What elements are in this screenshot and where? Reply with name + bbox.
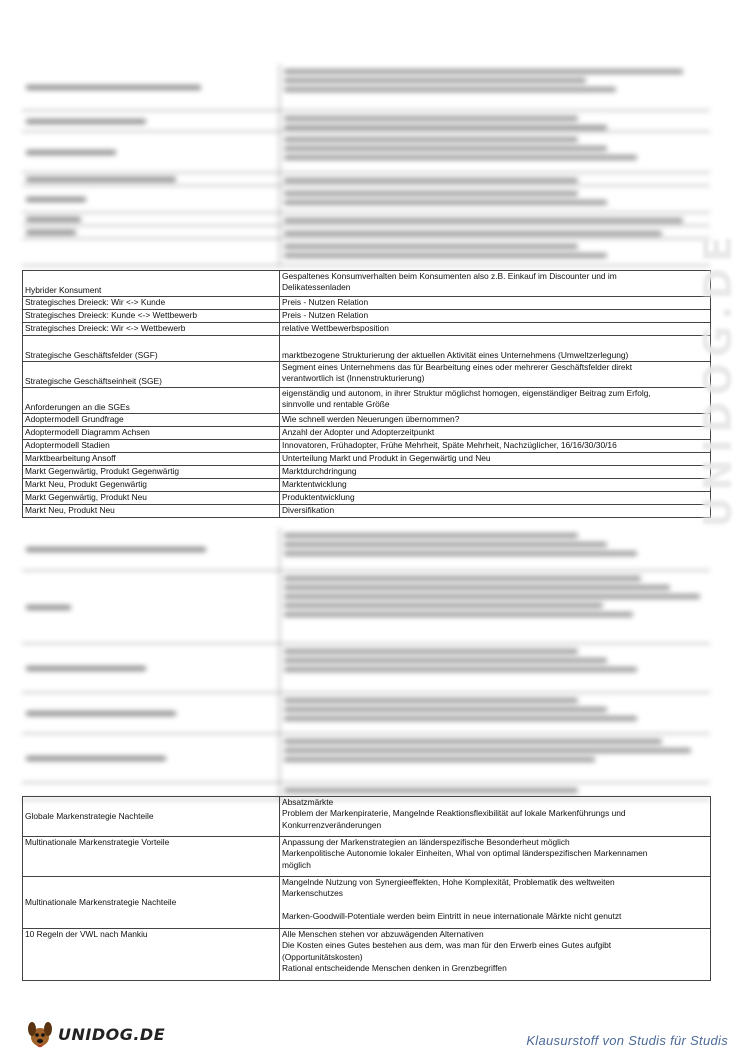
table-row xyxy=(23,427,711,440)
definition-line: Delikatessenladen xyxy=(282,282,351,293)
definition-cell xyxy=(280,362,711,388)
definition-cell xyxy=(280,877,711,929)
definition-line: Diversifikation xyxy=(282,505,335,515)
definition-line: Produktentwicklung xyxy=(282,492,355,502)
definition-line: Die Kosten eines Gutes bestehen aus dem, was man für den Erwerb eines Gutes aufgibt xyxy=(282,940,612,951)
definition-line: Alle Menschen stehen vor abzuwägenden Alternativen xyxy=(282,929,484,939)
table-row xyxy=(23,505,711,518)
unidog-logo[interactable] xyxy=(26,1014,176,1054)
table-row xyxy=(23,336,711,362)
definition-line: relative Wettbewerbsposition xyxy=(282,323,389,333)
glossary-table-lower xyxy=(22,796,711,981)
definition-cell xyxy=(280,505,711,518)
definition-cell xyxy=(280,388,711,414)
table-row xyxy=(23,362,711,388)
definition-cell xyxy=(280,453,711,466)
term-cell: Strategisches Dreieck: Wir <-> Kunde xyxy=(23,297,280,310)
definition-line: Markenschutzes xyxy=(282,888,343,899)
term-cell: Adoptermodell Diagramm Achsen xyxy=(23,427,280,440)
table-row xyxy=(23,310,711,323)
term-cell: Strategisches Dreieck: Kunde <-> Wettbewerb xyxy=(23,310,280,323)
definition-cell xyxy=(280,297,711,310)
term-cell: Anforderungen an die SGEs xyxy=(23,388,280,414)
term-cell: Strategisches Dreieck: Wir <-> Wettbewerb xyxy=(23,323,280,336)
watermark-text: UNIDOG.DE xyxy=(696,230,740,528)
dog-icon xyxy=(26,1019,54,1049)
blurred-section-top xyxy=(22,64,710,266)
term-cell: 10 Regeln der VWL nach Mankiu xyxy=(23,929,280,981)
blurred-row xyxy=(22,239,710,266)
table-row xyxy=(23,929,711,981)
term-cell: Globale Markenstrategie Nachteile xyxy=(23,797,280,837)
definition-line: Markenpolitische Autonomie lokaler Einheiten, Whal von optimal länderspezifischen Markennamen xyxy=(282,848,648,859)
definition-line: marktbezogene Strukturierung der aktuellen Aktivität eines Unternehmens (Umweltzerlegung) xyxy=(282,349,629,360)
definition-line: Marktdurchdringung xyxy=(282,466,357,476)
definition-line: Problem der Markenpiraterie, Mangelnde Reaktionsflexibilität auf lokale Markenführungs und xyxy=(282,808,626,819)
definition-line: Innovatoren, Frühadopter, Frühe Mehrheit, Späte Mehrheit, Nachzüglicher, 16/16/30/30/16 xyxy=(282,440,617,450)
table-row xyxy=(23,297,711,310)
definition-line: eigenständig und autonom, in ihrer Struktur möglichst homogen, eigenständiger Beitrag zum Erfolg, xyxy=(282,388,651,398)
blurred-row xyxy=(22,64,710,111)
table-row xyxy=(23,323,711,336)
definition-line: Wie schnell werden Neuerungen übernommen? xyxy=(282,414,460,424)
logo-wordmark: UNIDOG.DE xyxy=(58,1024,166,1044)
definition-line: Unterteilung Markt und Produkt in Gegenwärtig und Neu xyxy=(282,453,491,463)
blurred-section-middle xyxy=(22,528,710,800)
definition-line: Marktentwicklung xyxy=(282,479,347,489)
blurred-row xyxy=(22,644,710,693)
table-row xyxy=(23,837,711,877)
definition-cell xyxy=(280,310,711,323)
table-row xyxy=(23,877,711,929)
term-cell: Multinationale Markenstrategie Nachteile xyxy=(23,877,280,929)
definition-line: Anpassung der Markenstrategien an länderspezifische Besonderheut möglich xyxy=(282,837,570,847)
definition-cell xyxy=(280,323,711,336)
definition-line: Gespaltenes Konsumverhalten beim Konsumenten also z.B. Einkauf im Discounter und im xyxy=(282,271,617,281)
term-cell: Adoptermodell Stadien xyxy=(23,440,280,453)
term-cell: Hybrider Konsument xyxy=(23,271,280,297)
definition-cell xyxy=(280,479,711,492)
definition-cell xyxy=(280,837,711,877)
term-cell: Markt Gegenwärtig, Produkt Gegenwärtig xyxy=(23,466,280,479)
blurred-row xyxy=(22,693,710,734)
definition-line: sinnvolle und rentable Größe xyxy=(282,399,390,410)
definition-line: Anzahl der Adopter und Adopterzeitpunkt xyxy=(282,427,435,437)
blurred-row xyxy=(22,173,710,186)
glossary-table-upper xyxy=(22,270,711,518)
definition-line: (Opportunitätskosten) xyxy=(282,951,363,962)
definition-line: möglich xyxy=(282,859,311,870)
term-cell: Marktbearbeitung Ansoff xyxy=(23,453,280,466)
footer-slogan: Klausurstoff von Studis für Studis xyxy=(526,1033,728,1048)
term-cell: Markt Neu, Produkt Gegenwärtig xyxy=(23,479,280,492)
table-row xyxy=(23,440,711,453)
term-cell: Adoptermodell Grundfrage xyxy=(23,414,280,427)
definition-line: Marken-Goodwill-Potentiale werden beim Eintritt in neue internationale Märkte nicht genutzt xyxy=(282,910,622,921)
definition-line: Konkurrenzveränderungen xyxy=(282,819,382,830)
blurred-row xyxy=(22,186,710,213)
definition-line: verantwortlich ist (Innenstrukturierung) xyxy=(282,373,425,384)
definition-line xyxy=(282,900,708,911)
term-cell: Multinationale Markenstrategie Vorteile xyxy=(23,837,280,877)
table-row xyxy=(23,388,711,414)
definition-cell xyxy=(280,492,711,505)
blurred-row xyxy=(22,132,710,173)
definition-line: Preis - Nutzen Relation xyxy=(282,310,369,320)
blurred-row xyxy=(22,734,710,783)
blurred-row xyxy=(22,528,710,571)
definition-cell xyxy=(280,797,711,837)
table-row xyxy=(23,492,711,505)
term-cell: Strategische Geschäftseinheit (SGE) xyxy=(23,362,280,388)
definition-cell xyxy=(280,336,711,362)
definition-cell xyxy=(280,929,711,981)
table-row xyxy=(23,271,711,297)
definition-cell xyxy=(280,440,711,453)
table-row xyxy=(23,453,711,466)
term-cell: Strategische Geschäftsfelder (SGF) xyxy=(23,336,280,362)
definition-line: Segment eines Unternehmens das für Bearbeitung eines oder mehrerer Geschäftsfelder direkt xyxy=(282,362,633,372)
definition-line: Absatzmärkte xyxy=(282,797,334,807)
blurred-row xyxy=(22,213,710,226)
table-row xyxy=(23,797,711,837)
term-cell: Markt Gegenwärtig, Produkt Neu xyxy=(23,492,280,505)
definition-line: Mangelnde Nutzung von Synergieeffekten, Hohe Komplexität, Problematik des weltweiten xyxy=(282,877,615,887)
definition-line: Preis - Nutzen Relation xyxy=(282,297,369,307)
definition-line: Rational entscheidende Menschen denken in Grenzbegriffen xyxy=(282,963,507,974)
definition-cell xyxy=(280,414,711,427)
term-cell: Markt Neu, Produkt Neu xyxy=(23,505,280,518)
definition-cell xyxy=(280,427,711,440)
blurred-row xyxy=(22,571,710,644)
blurred-row xyxy=(22,226,710,239)
definition-cell xyxy=(280,466,711,479)
definition-cell xyxy=(280,271,711,297)
table-row xyxy=(23,479,711,492)
table-row xyxy=(23,466,711,479)
blurred-row xyxy=(22,111,710,132)
table-row xyxy=(23,414,711,427)
